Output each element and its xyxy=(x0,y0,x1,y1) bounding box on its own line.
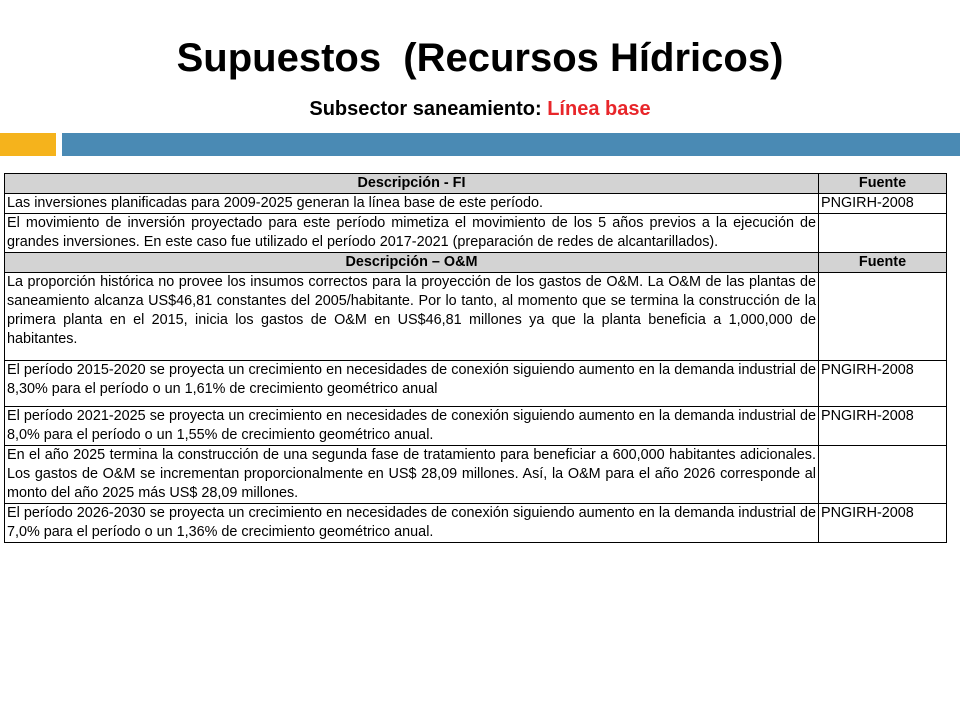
row-desc: El período 2015-2020 se proyecta un crecimiento en necesidades de conexión siguiendo aumento en la demanda industrial de 8,30% para el período o un 1,61% de crecimiento geométrico anual xyxy=(5,361,819,407)
row-source: PNGIRH-2008 xyxy=(819,504,947,543)
row-desc: La proporción histórica no provee los insumos correctos para la proyección de los gastos de O&M. La O&M de las plantas de saneamiento alcanza US$46,81 constantes del 2005/habitante. Por lo tanto, al momento que se termina la construcción de la primera planta en el 2015, inicia los gastos de O&M en US$46,81 millones ya que la planta beneficia a 1,000,000 de habitantes. xyxy=(5,273,819,361)
row-desc: Las inversiones planificadas para 2009-2025 generan la línea base de este período. xyxy=(5,194,819,214)
row-source: PNGIRH-2008 xyxy=(819,194,947,214)
table-row xyxy=(5,194,947,214)
subtitle-accent: Línea base xyxy=(547,98,651,120)
row-desc: El período 2026-2030 se proyecta un crecimiento en necesidades de conexión siguiendo aumento en la demanda industrial de 7,0% para el período o un 1,36% de crecimiento geométrico anual. xyxy=(5,504,819,543)
row-source xyxy=(819,273,947,361)
row-source: PNGIRH-2008 xyxy=(819,407,947,446)
table-header-row-fi xyxy=(5,174,947,194)
slide-subtitle xyxy=(0,98,960,121)
table-row xyxy=(5,361,947,407)
row-source xyxy=(819,446,947,504)
header-desc-om: Descripción – O&M xyxy=(5,253,819,273)
row-source: PNGIRH-2008 xyxy=(819,361,947,407)
accent-bar-blue xyxy=(62,133,960,156)
header-desc-fi: Descripción - FI xyxy=(5,174,819,194)
table-row xyxy=(5,273,947,361)
slide-title: Supuestos (Recursos Hídricos) xyxy=(176,36,784,80)
table-row xyxy=(5,504,947,543)
accent-bar-orange xyxy=(0,133,56,156)
row-desc: El período 2021-2025 se proyecta un crecimiento en necesidades de conexión siguiendo aumento en la demanda industrial de 8,0% para el período o un 1,55% de crecimiento geométrico anual. xyxy=(5,407,819,446)
row-desc: El movimiento de inversión proyectado para este período mimetiza el movimiento de los 5 años previos a la ejecución de grandes inversiones. En este caso fue utilizado el período 2017-2021 (preparación de redes de alcantarillados). xyxy=(5,214,819,253)
row-source xyxy=(819,214,947,253)
assumptions-table xyxy=(4,173,947,543)
header-source-fi: Fuente xyxy=(819,174,947,194)
table-row xyxy=(5,446,947,504)
subtitle-prefix: Subsector saneamiento: xyxy=(309,98,548,120)
table-header-row-om xyxy=(5,253,947,273)
table-row xyxy=(5,214,947,253)
table-row xyxy=(5,407,947,446)
row-desc: En el año 2025 termina la construcción de una segunda fase de tratamiento para beneficiar a 600,000 habitantes adicionales. Los gastos de O&M se incrementan proporcionalmente en US$ 28,09 millones. Así, la O&M para el año 2026 corresponde al monto del año 2025 más US$ 28,09 millones. xyxy=(5,446,819,504)
header-source-om: Fuente xyxy=(819,253,947,273)
